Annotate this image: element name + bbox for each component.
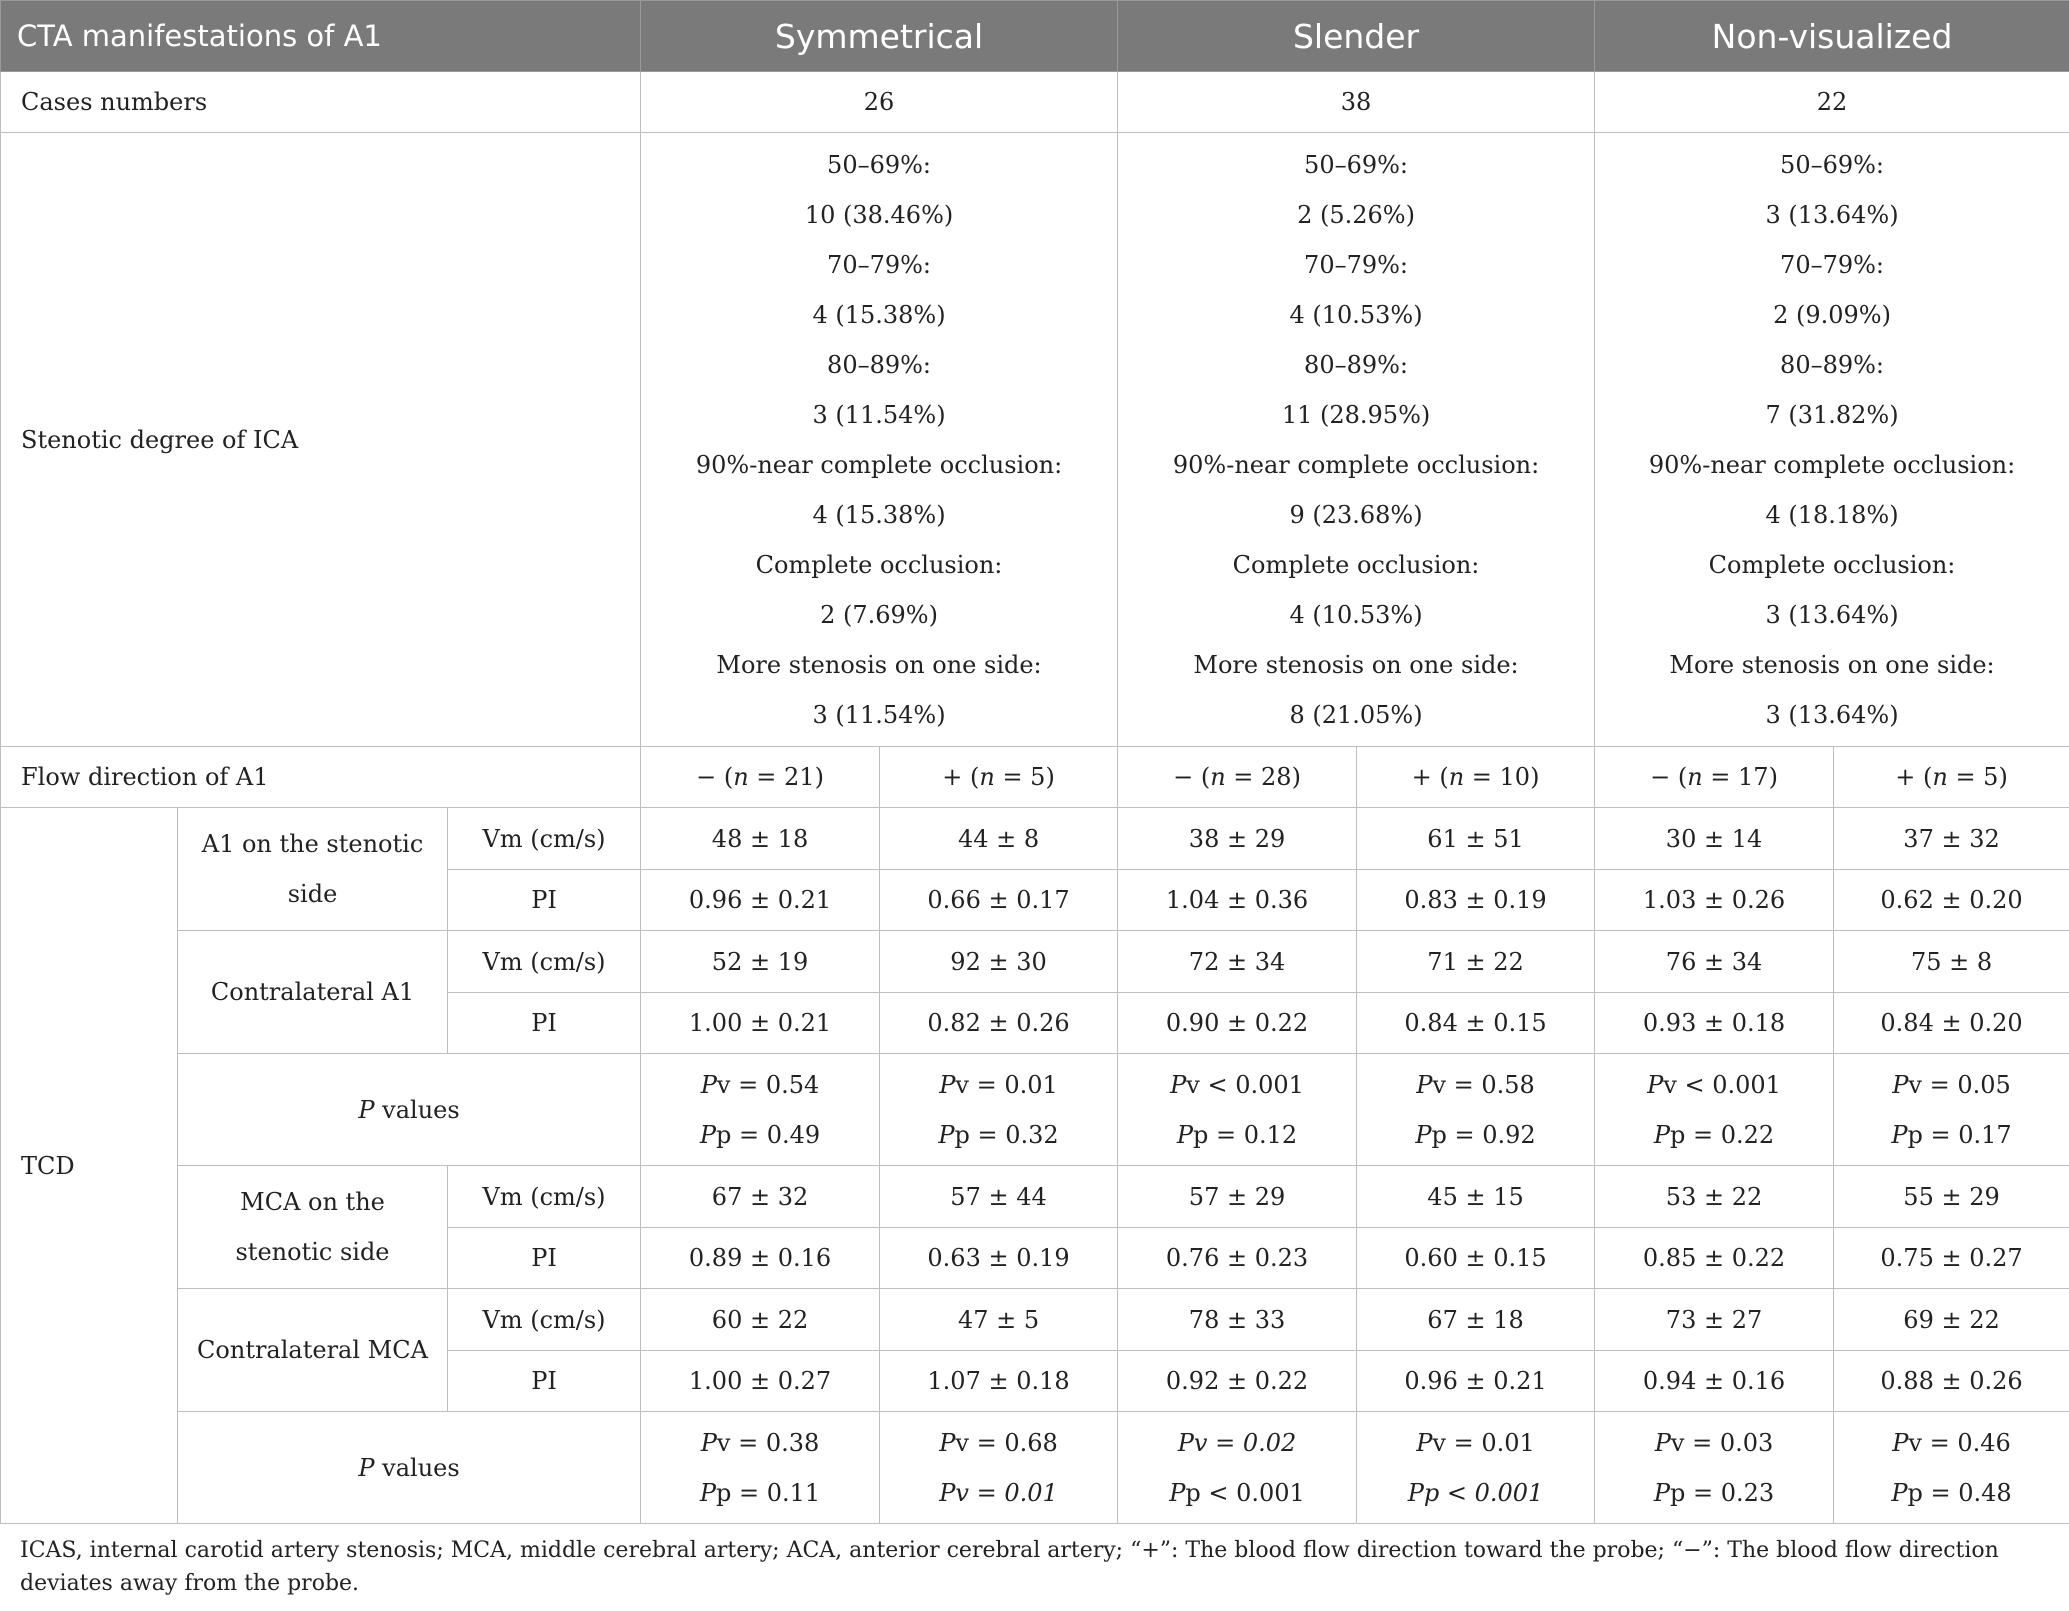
stenosis-line: 70–79%: — [1780, 250, 1885, 279]
p-value-line: Pv = 0.02 — [1177, 1428, 1297, 1457]
value-cell: 30 ± 14 — [1595, 808, 1834, 870]
p-value-line: Pv = 0.58 — [1416, 1070, 1535, 1099]
value-cell: 67 ± 18 — [1357, 1289, 1595, 1351]
p-value-cell — [1595, 1412, 1834, 1524]
cases-label: Cases numbers — [1, 72, 641, 133]
p-value-line: Pv = 0.46 — [1892, 1428, 2011, 1457]
value-cell: 1.00 ± 0.27 — [641, 1351, 880, 1412]
p-value-cell — [1357, 1412, 1595, 1524]
stenosis-line: 50–69%: — [1304, 150, 1409, 179]
value-cell: 71 ± 22 — [1357, 931, 1595, 993]
value-cell: 67 ± 32 — [641, 1166, 880, 1228]
vm-label: Vm (cm/s) — [448, 931, 641, 993]
p-value-cell — [641, 1054, 880, 1166]
value-cell: 0.60 ± 0.15 — [1357, 1228, 1595, 1289]
value-cell: 45 ± 15 — [1357, 1166, 1595, 1228]
value-cell: 0.94 ± 0.16 — [1595, 1351, 1834, 1412]
value-cell: 1.00 ± 0.21 — [641, 993, 880, 1054]
value-cell: 61 ± 51 — [1357, 808, 1595, 870]
stenosis-line: 3 (11.54%) — [812, 400, 946, 429]
stenosis-line: More stenosis on one side: — [716, 650, 1042, 679]
vm-label: Vm (cm/s) — [448, 1166, 641, 1228]
value-cell: 0.84 ± 0.15 — [1357, 993, 1595, 1054]
p-value-line: Pp = 0.49 — [699, 1120, 821, 1149]
p-value-line: Pp < 0.001 — [1407, 1478, 1544, 1507]
value-cell: 1.07 ± 0.18 — [880, 1351, 1118, 1412]
p-value-line: Pv = 0.01 — [1416, 1428, 1535, 1457]
p-value-line: Pp = 0.32 — [938, 1120, 1059, 1149]
stenosis-line: 2 (9.09%) — [1773, 300, 1891, 329]
p-value-cell — [880, 1054, 1118, 1166]
value-cell: 0.62 ± 0.20 — [1834, 870, 2069, 931]
p-value-line: Pp < 0.001 — [1169, 1478, 1305, 1507]
vm-label: Vm (cm/s) — [448, 1289, 641, 1351]
stenosis-line: 8 (21.05%) — [1289, 700, 1423, 729]
stenosis-label: Stenotic degree of ICA — [1, 133, 641, 747]
stenosis-line: 80–89%: — [827, 350, 932, 379]
stenosis-line: 2 (5.26%) — [1297, 200, 1415, 229]
cases-value: 22 — [1595, 72, 2069, 133]
stenosis-line: 90%-near complete occlusion: — [1648, 450, 2016, 479]
value-cell: 0.84 ± 0.20 — [1834, 993, 2069, 1054]
pi-label: PI — [448, 1351, 641, 1412]
p-value-line: Pp = 0.11 — [699, 1478, 821, 1507]
p-value-line: Pp = 0.22 — [1653, 1120, 1775, 1149]
p-value-line: Pv = 0.01 — [939, 1070, 1058, 1099]
stenosis-line: More stenosis on one side: — [1193, 650, 1519, 679]
stenosis-line: 2 (7.69%) — [820, 600, 938, 629]
stenosis-line: 4 (10.53%) — [1289, 300, 1423, 329]
value-cell: 57 ± 29 — [1118, 1166, 1357, 1228]
a1-contra-label: Contralateral A1 — [178, 931, 448, 1054]
stenosis-line: 4 (10.53%) — [1289, 600, 1423, 629]
label-line: stenotic side — [235, 1238, 390, 1266]
flow-cell: + (n = 5) — [880, 747, 1118, 808]
value-cell: 0.82 ± 0.26 — [880, 993, 1118, 1054]
stenosis-line: 4 (15.38%) — [812, 300, 946, 329]
p-value-line: Pp = 0.17 — [1891, 1120, 2012, 1149]
a1-stenotic-vm-row — [1, 808, 2069, 870]
value-cell: 37 ± 32 — [1834, 808, 2069, 870]
stenosis-line: Complete occlusion: — [755, 550, 1003, 579]
label-line: MCA on the — [240, 1188, 385, 1216]
stenosis-line: 3 (11.54%) — [812, 700, 946, 729]
value-cell: 0.76 ± 0.23 — [1118, 1228, 1357, 1289]
p-value-cell — [1595, 1054, 1834, 1166]
p-values-label: P values — [178, 1412, 641, 1524]
pi-label: PI — [448, 870, 641, 931]
value-cell: 53 ± 22 — [1595, 1166, 1834, 1228]
stenosis-line: 90%-near complete occlusion: — [695, 450, 1063, 479]
p-value-line: Pv = 0.54 — [700, 1070, 820, 1099]
header-group-non-visualized: Non-visualized — [1595, 1, 2069, 72]
value-cell: 73 ± 27 — [1595, 1289, 1834, 1351]
p-value-cell — [641, 1412, 880, 1524]
value-cell: 47 ± 5 — [880, 1289, 1118, 1351]
vm-label: Vm (cm/s) — [448, 808, 641, 870]
p-value-line: Pp = 0.48 — [1891, 1478, 2012, 1507]
value-cell: 0.88 ± 0.26 — [1834, 1351, 2069, 1412]
flow-cell: + (n = 10) — [1357, 747, 1595, 808]
stenosis-line: 90%-near complete occlusion: — [1172, 450, 1540, 479]
stenosis-row — [1, 133, 2069, 747]
mca-stenotic-label — [178, 1166, 448, 1289]
value-cell: 92 ± 30 — [880, 931, 1118, 993]
p-value-line: Pp = 0.92 — [1415, 1120, 1536, 1149]
flow-cell: − (n = 17) — [1595, 747, 1834, 808]
p-values-a1-row — [1, 1054, 2069, 1166]
stenosis-line: 4 (15.38%) — [812, 500, 946, 529]
p-value-line: Pv = 0.38 — [700, 1428, 820, 1457]
p-value-line: Pp = 0.12 — [1176, 1120, 1298, 1149]
stenosis-line: 3 (13.64%) — [1765, 700, 1899, 729]
stenosis-line: Complete occlusion: — [1708, 550, 1956, 579]
p-value-line: Pv = 0.03 — [1654, 1428, 1774, 1457]
p-value-line: Pv < 0.001 — [1647, 1070, 1781, 1099]
value-cell: 60 ± 22 — [641, 1289, 880, 1351]
value-cell: 48 ± 18 — [641, 808, 880, 870]
p-value-line: Pv = 0.68 — [939, 1428, 1058, 1457]
value-cell: 0.96 ± 0.21 — [1357, 1351, 1595, 1412]
label-line: side — [287, 880, 338, 908]
value-cell: 1.04 ± 0.36 — [1118, 870, 1357, 931]
value-cell: 0.89 ± 0.16 — [641, 1228, 880, 1289]
stenosis-line: 9 (23.68%) — [1289, 500, 1423, 529]
value-cell: 0.92 ± 0.22 — [1118, 1351, 1357, 1412]
value-cell: 78 ± 33 — [1118, 1289, 1357, 1351]
stenosis-line: More stenosis on one side: — [1669, 650, 1995, 679]
p-values-label: P values — [178, 1054, 641, 1166]
value-cell: 69 ± 22 — [1834, 1289, 2069, 1351]
header-group-slender: Slender — [1118, 1, 1595, 72]
header-title: CTA manifestations of A1 — [1, 1, 641, 72]
flow-cell: − (n = 28) — [1118, 747, 1357, 808]
value-cell: 76 ± 34 — [1595, 931, 1834, 993]
stenosis-line: 11 (28.95%) — [1281, 400, 1431, 429]
stenosis-line: 50–69%: — [1780, 150, 1885, 179]
value-cell: 55 ± 29 — [1834, 1166, 2069, 1228]
stenosis-line: 80–89%: — [1780, 350, 1885, 379]
stenosis-line: 10 (38.46%) — [804, 200, 954, 229]
p-value-line: Pv < 0.001 — [1170, 1070, 1304, 1099]
stenosis-cell — [1118, 133, 1595, 747]
value-cell: 0.83 ± 0.19 — [1357, 870, 1595, 931]
p-value-cell — [1834, 1054, 2069, 1166]
value-cell: 0.66 ± 0.17 — [880, 870, 1118, 931]
stenosis-line: 3 (13.64%) — [1765, 600, 1899, 629]
value-cell: 38 ± 29 — [1118, 808, 1357, 870]
a1-contra-vm-row — [1, 931, 2069, 993]
mca-contra-label: Contralateral MCA — [178, 1289, 448, 1412]
value-cell: 0.90 ± 0.22 — [1118, 993, 1357, 1054]
stenosis-cell — [1595, 133, 2069, 747]
stenosis-cell — [641, 133, 1118, 747]
value-cell: 0.75 ± 0.27 — [1834, 1228, 2069, 1289]
p-value-cell — [1834, 1412, 2069, 1524]
flow-row — [1, 747, 2069, 808]
header-row — [1, 1, 2069, 72]
label-line: A1 on the stenotic — [201, 830, 424, 858]
mca-stenotic-vm-row — [1, 1166, 2069, 1228]
cases-value: 38 — [1118, 72, 1595, 133]
table-footnote: ICAS, internal carotid artery stenosis; MCA, middle cerebral artery; ACA, anterior cerebral artery; “+”: The blood flow direction toward the probe; “−”: The blood flow direction deviates away from the probe. — [20, 1538, 1999, 1596]
pi-label: PI — [448, 1228, 641, 1289]
flow-cell: + (n = 5) — [1834, 747, 2069, 808]
p-value-cell — [1357, 1054, 1595, 1166]
value-cell: 57 ± 44 — [880, 1166, 1118, 1228]
tcd-label: TCD — [1, 808, 178, 1524]
value-cell: 0.96 ± 0.21 — [641, 870, 880, 931]
p-value-cell — [880, 1412, 1118, 1524]
p-value-line: Pv = 0.01 — [939, 1478, 1058, 1507]
p-value-line: Pp = 0.23 — [1653, 1478, 1775, 1507]
value-cell: 0.85 ± 0.22 — [1595, 1228, 1834, 1289]
a1-stenotic-label — [178, 808, 448, 931]
value-cell: 1.03 ± 0.26 — [1595, 870, 1834, 931]
header-group-symmetrical: Symmetrical — [641, 1, 1118, 72]
stenosis-line: 70–79%: — [1304, 250, 1409, 279]
stenosis-line: 4 (18.18%) — [1765, 500, 1899, 529]
stenosis-line: 50–69%: — [827, 150, 932, 179]
mca-contra-vm-row — [1, 1289, 2069, 1351]
stenosis-line: 7 (31.82%) — [1765, 400, 1899, 429]
p-value-line: Pv = 0.05 — [1892, 1070, 2011, 1099]
p-value-cell — [1118, 1054, 1357, 1166]
stenosis-line: 70–79%: — [827, 250, 932, 279]
cases-row — [1, 72, 2069, 133]
value-cell: 44 ± 8 — [880, 808, 1118, 870]
flow-cell: − (n = 21) — [641, 747, 880, 808]
stenosis-line: 80–89%: — [1304, 350, 1409, 379]
value-cell: 52 ± 19 — [641, 931, 880, 993]
value-cell: 0.93 ± 0.18 — [1595, 993, 1834, 1054]
value-cell: 75 ± 8 — [1834, 931, 2069, 993]
stenosis-line: 3 (13.64%) — [1765, 200, 1899, 229]
pi-label: PI — [448, 993, 641, 1054]
flow-label: Flow direction of A1 — [1, 747, 641, 808]
stenosis-line: Complete occlusion: — [1232, 550, 1480, 579]
p-value-cell — [1118, 1412, 1357, 1524]
cases-value: 26 — [641, 72, 1118, 133]
p-values-mca-row — [1, 1412, 2069, 1524]
value-cell: 72 ± 34 — [1118, 931, 1357, 993]
value-cell: 0.63 ± 0.19 — [880, 1228, 1118, 1289]
